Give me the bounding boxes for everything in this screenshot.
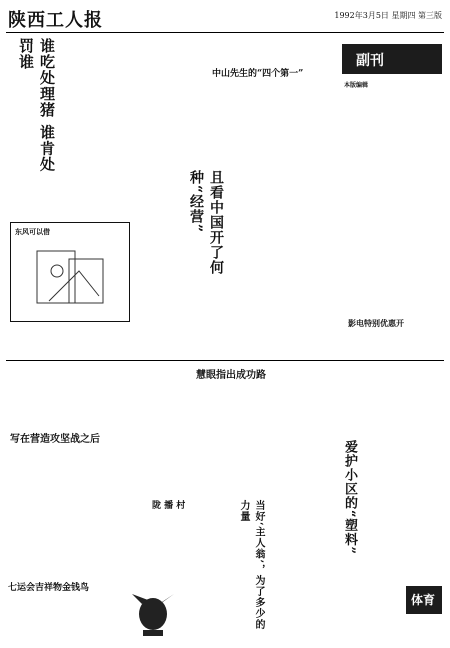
center-headline: 中山先生的“四个第一” [212, 69, 304, 79]
small-headline: 陇 播 村 [152, 501, 186, 511]
right-column-text [344, 90, 440, 310]
lower-right-text-2 [360, 500, 440, 600]
masthead: 陕西工人报 [8, 10, 103, 31]
bottom-center-headline: 慧眼指出成功路 [196, 370, 266, 381]
mid-vertical-title: 且看中国开了何种“经营” [188, 170, 224, 275]
lower-left-text [8, 366, 128, 426]
vertical-right-bottom: 爱护小区的“塑料” [342, 440, 357, 555]
article-main-text [40, 38, 135, 208]
sports-title: 体育 [411, 593, 436, 607]
main-vertical-title: 谁吃处理猪 谁肯处罚谁 [17, 38, 56, 173]
cartoon-title: 东风可以借 [15, 227, 50, 236]
cartoon-box [10, 222, 130, 322]
right-column-banner [342, 44, 442, 74]
lower-left-text-2 [8, 446, 128, 576]
column-3-text [212, 38, 292, 138]
lower-center-text-2 [150, 510, 230, 640]
column-4-text [212, 160, 292, 335]
date-line: 1992年3月5日 星期四 第三版 [334, 11, 442, 20]
right-column-title: 副刊 [356, 53, 384, 69]
sports-badge [406, 586, 442, 614]
mid-rule [6, 360, 444, 361]
vertical-center-bottom: 当好‘主人翁’，为了多少的力量 [238, 500, 264, 630]
right-column-editor: 本版编辑 [344, 82, 369, 89]
cartoon-illustration [29, 241, 111, 313]
ad-text [344, 330, 440, 360]
header-rule [6, 32, 444, 33]
lower-center-text-3 [240, 376, 330, 636]
lower-center-text-1 [134, 384, 224, 494]
ad-title: 影电特别优惠开 [348, 318, 404, 328]
mascot-text [8, 596, 120, 644]
mascot-headline: 七运会吉祥物金钱鸟 [8, 583, 90, 593]
lower-left-headline: 写在营造攻坚战之后 [10, 434, 100, 445]
